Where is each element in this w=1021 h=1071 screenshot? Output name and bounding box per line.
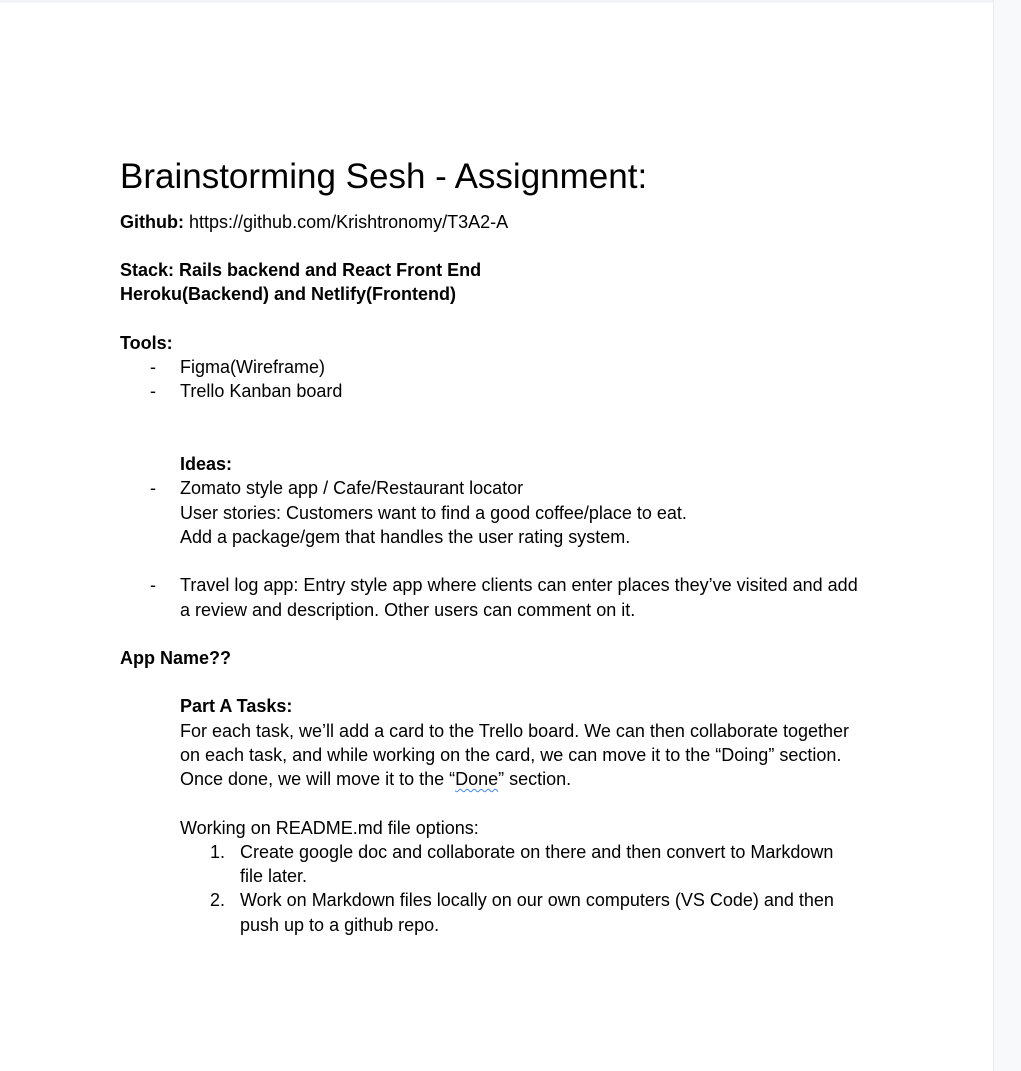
github-label: Github:	[120, 212, 184, 232]
part-a-text: Once done, we will move it to the “	[180, 769, 456, 789]
readme-option-line: Work on Markdown files locally on our own computers (VS Code) and then	[240, 890, 834, 910]
readme-intro: Working on README.md file options:	[180, 818, 479, 838]
document-title: Brainstorming Sesh - Assignment:	[120, 157, 648, 196]
idea-1-line: Add a package/gem that handles the user rating system.	[180, 527, 631, 547]
app-name-heading: App Name??	[120, 648, 232, 668]
tools-bullet: -	[150, 357, 156, 377]
idea-bullet: -	[150, 478, 156, 498]
readme-option-line: file later.	[240, 866, 308, 886]
tools-bullet: -	[150, 381, 156, 401]
spellcheck-word[interactable]: Done	[455, 769, 499, 789]
idea-bullet: -	[150, 575, 156, 595]
part-a-line	[180, 767, 571, 791]
part-a-text: ” section.	[498, 769, 572, 789]
github-url[interactable]: https://github.com/Krishtronomy/T3A2-A	[189, 212, 509, 232]
idea-1-line: Zomato style app / Cafe/Restaurant locator	[180, 478, 524, 498]
readme-option-number: 1.	[210, 842, 226, 862]
part-a-line: on each task, and while working on the card, we can move it to the “Doing” section.	[180, 745, 842, 765]
readme-option-line: push up to a github repo.	[240, 915, 440, 935]
idea-2-line: Travel log app: Entry style app where clients can enter places they’ve visited and add	[180, 575, 858, 595]
idea-1-line: User stories: Customers want to find a good coffee/place to eat.	[180, 503, 687, 523]
tools-heading: Tools:	[120, 333, 173, 353]
readme-option-line: Create google doc and collaborate on there and then convert to Markdown	[240, 842, 834, 862]
readme-option-number: 2.	[210, 890, 226, 910]
stack-line-2: Heroku(Backend) and Netlify(Frontend)	[120, 284, 457, 304]
tools-item: Trello Kanban board	[180, 381, 343, 401]
ideas-heading: Ideas:	[180, 454, 233, 474]
idea-2-line: a review and description. Other users can comment on it.	[180, 600, 636, 620]
part-a-heading: Part A Tasks:	[180, 696, 293, 716]
stack-line-1: Stack: Rails backend and React Front End	[120, 260, 482, 280]
document-page[interactable]	[0, 3, 993, 1071]
github-line	[120, 210, 508, 234]
tools-item: Figma(Wireframe)	[180, 357, 326, 377]
vertical-scrollbar-track[interactable]	[993, 0, 1021, 1071]
part-a-line: For each task, we’ll add a card to the Trello board. We can then collaborate together	[180, 721, 850, 741]
